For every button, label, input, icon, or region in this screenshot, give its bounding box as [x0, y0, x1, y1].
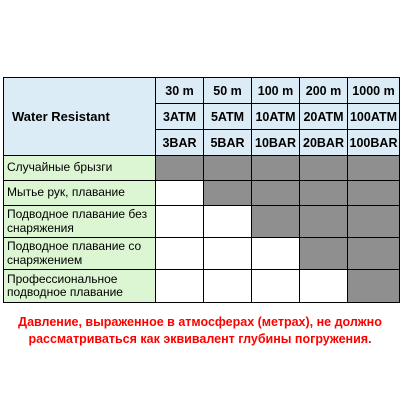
- resistance-cell: [156, 270, 204, 303]
- resistance-cell: [348, 270, 400, 303]
- header-depth-200m: 200 m: [300, 78, 348, 104]
- table-row: [4, 156, 400, 181]
- resistance-cell: [156, 156, 204, 181]
- header-depth-1000m: 1000 m: [348, 78, 400, 104]
- header-bar-10: 10BAR: [252, 130, 300, 156]
- header-atm-20: 20ATM: [300, 104, 348, 130]
- resistance-cell: [300, 206, 348, 238]
- resistance-cell: [204, 206, 252, 238]
- resistance-cell: [204, 181, 252, 206]
- table-row: [4, 206, 400, 238]
- warning-line-1: Давление, выраженное в атмосферах (метрах), не должно: [18, 315, 382, 329]
- header-depth-30m: 30 m: [156, 78, 204, 104]
- table-row: [4, 270, 400, 303]
- resistance-cell: [348, 156, 400, 181]
- header-atm-10: 10ATM: [252, 104, 300, 130]
- table-title: Water Resistant: [4, 78, 156, 156]
- row-label-professional-diving: Профессиональное подводное плавание: [4, 270, 156, 303]
- header-row-depth: [4, 78, 400, 104]
- resistance-cell: [204, 238, 252, 270]
- header-bar-100: 100BAR: [348, 130, 400, 156]
- resistance-cell: [300, 270, 348, 303]
- resistance-cell: [252, 238, 300, 270]
- row-label-splashes: Случайные брызги: [4, 156, 156, 181]
- resistance-cell: [300, 238, 348, 270]
- header-depth-100m: 100 m: [252, 78, 300, 104]
- header-atm-3: 3ATM: [156, 104, 204, 130]
- water-resistance-table: [3, 77, 400, 303]
- resistance-cell: [348, 181, 400, 206]
- row-label-handwash-swimming: Мытье рук, плавание: [4, 181, 156, 206]
- header-atm-5: 5ATM: [204, 104, 252, 130]
- pressure-warning-note: [0, 314, 400, 348]
- resistance-cell: [252, 156, 300, 181]
- resistance-cell: [156, 238, 204, 270]
- resistance-cell: [252, 206, 300, 238]
- header-bar-20: 20BAR: [300, 130, 348, 156]
- table-row: [4, 181, 400, 206]
- resistance-cell: [348, 206, 400, 238]
- header-atm-100: 100ATM: [348, 104, 400, 130]
- resistance-cell: [156, 181, 204, 206]
- resistance-cell: [348, 238, 400, 270]
- resistance-cell: [252, 270, 300, 303]
- header-depth-50m: 50 m: [204, 78, 252, 104]
- resistance-cell: [300, 156, 348, 181]
- resistance-cell: [204, 156, 252, 181]
- table-row: [4, 238, 400, 270]
- header-bar-3: 3BAR: [156, 130, 204, 156]
- row-label-scuba-diving: Подводное плавание со снаряжением: [4, 238, 156, 270]
- resistance-cell: [252, 181, 300, 206]
- warning-line-2: рассматриваться как эквивалент глубины погружения.: [28, 332, 372, 346]
- row-label-snorkeling: Подводное плавание без снаряжения: [4, 206, 156, 238]
- resistance-cell: [300, 181, 348, 206]
- header-bar-5: 5BAR: [204, 130, 252, 156]
- resistance-cell: [204, 270, 252, 303]
- resistance-cell: [156, 206, 204, 238]
